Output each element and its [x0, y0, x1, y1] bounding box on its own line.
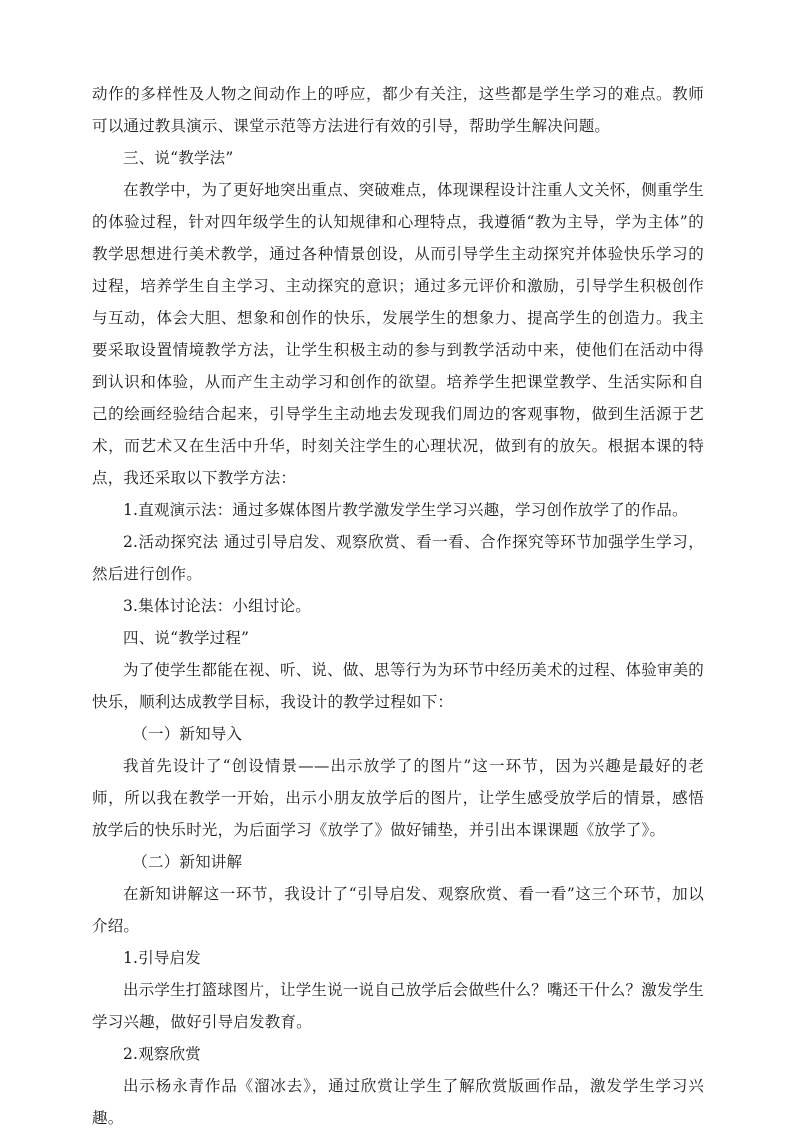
paragraph-methods: 在教学中，为了更好地突出重点、突破难点，体现课程设计注重人文关怀，侧重学生的体验过程，针对四年级学生的认知规律和心理特点，我遵循“教为主导，学为主体”的教学思想进行美术教学，通过各种情景创设，从而引导学生主动探究并体验快乐学习的过程，培养学生自主学习、主动探究的意识；通过多元评价和激励，引导学生积极创作与互动，体会大胆、想象和创作的快乐，发展学生的想象力、提高学生的创造力。我主要采取设置情境教学方法，让学生积极主动的参与到教学活动中来，使他们在活动中得到认识和体验，从而产生主动学习和创作的欲望。培养学生把课堂教学、生活实际和自己的绘画经验结合起来，引导学生主动地去发现我们周边的客观事物，做到生活源于艺术，而艺术又在生活中升华，时刻关注学生的心理状况，做到有的放矢。根据本课的特点，我还采取以下教学方法： — [92, 181, 704, 487]
paragraph-introduction: 我首先设计了“创设情景——出示放学了的图片”这一环节，因为兴趣是最好的老师，所以我在教学一开始，出示小朋友放学后的图片，让学生感受放学后的情景，感悟放学后的快乐时光，为后面学习《放学了》做好铺垫，并引出本课课题《放学了》。 — [92, 757, 704, 839]
document-body — [92, 78, 704, 1134]
section-heading-methods: 三、说“教学法” — [123, 149, 234, 167]
list-item-demo-method: 1.直观演示法：通过多媒体图片教学激发学生学习兴趣，学习创作放学了的作品。 — [123, 501, 688, 519]
list-item-guidance: 1.引导启发 — [123, 949, 201, 967]
section-heading-process: 四、说“教学过程” — [123, 629, 250, 647]
subheading-introduction: （一）新知导入 — [132, 725, 243, 743]
paragraph-guidance: 出示学生打篮球图片，让学生说一说自己放学后会做些什么？嘴还干什么？激发学生学习兴趣，做好引导启发教育。 — [92, 981, 704, 1031]
paragraph-explanation: 在新知讲解这一环节，我设计了“引导启发、观察欣赏、看一看”这三个环节，加以介绍。 — [92, 885, 704, 935]
subheading-explanation: （二）新知讲解 — [132, 853, 243, 871]
list-item-discussion-method: 3.集体讨论法：小组讨论。 — [123, 597, 311, 615]
list-item-inquiry-method: 2.活动探究法 通过引导启发、观察欣赏、看一看、合作探究等环节加强学生学习，然后进行创作。 — [92, 533, 704, 583]
paragraph-process-intro: 为了使学生都能在视、听、说、做、思等行为为环节中经历美术的过程、体验审美的快乐，顺利达成教学目标，我设计的教学过程如下： — [92, 661, 704, 711]
paragraph-intro: 动作的多样性及人物之间动作上的呼应，都少有关注，这些都是学生学习的难点。教师可以通过教具演示、课堂示范等方法进行有效的引导，帮助学生解决问题。 — [92, 85, 704, 135]
list-item-appreciation: 2.观察欣赏 — [123, 1045, 201, 1063]
paragraph-appreciation: 出示杨永青作品《溜冰去》，通过欣赏让学生了解欣赏版画作品，激发学生学习兴趣。 — [92, 1077, 704, 1127]
